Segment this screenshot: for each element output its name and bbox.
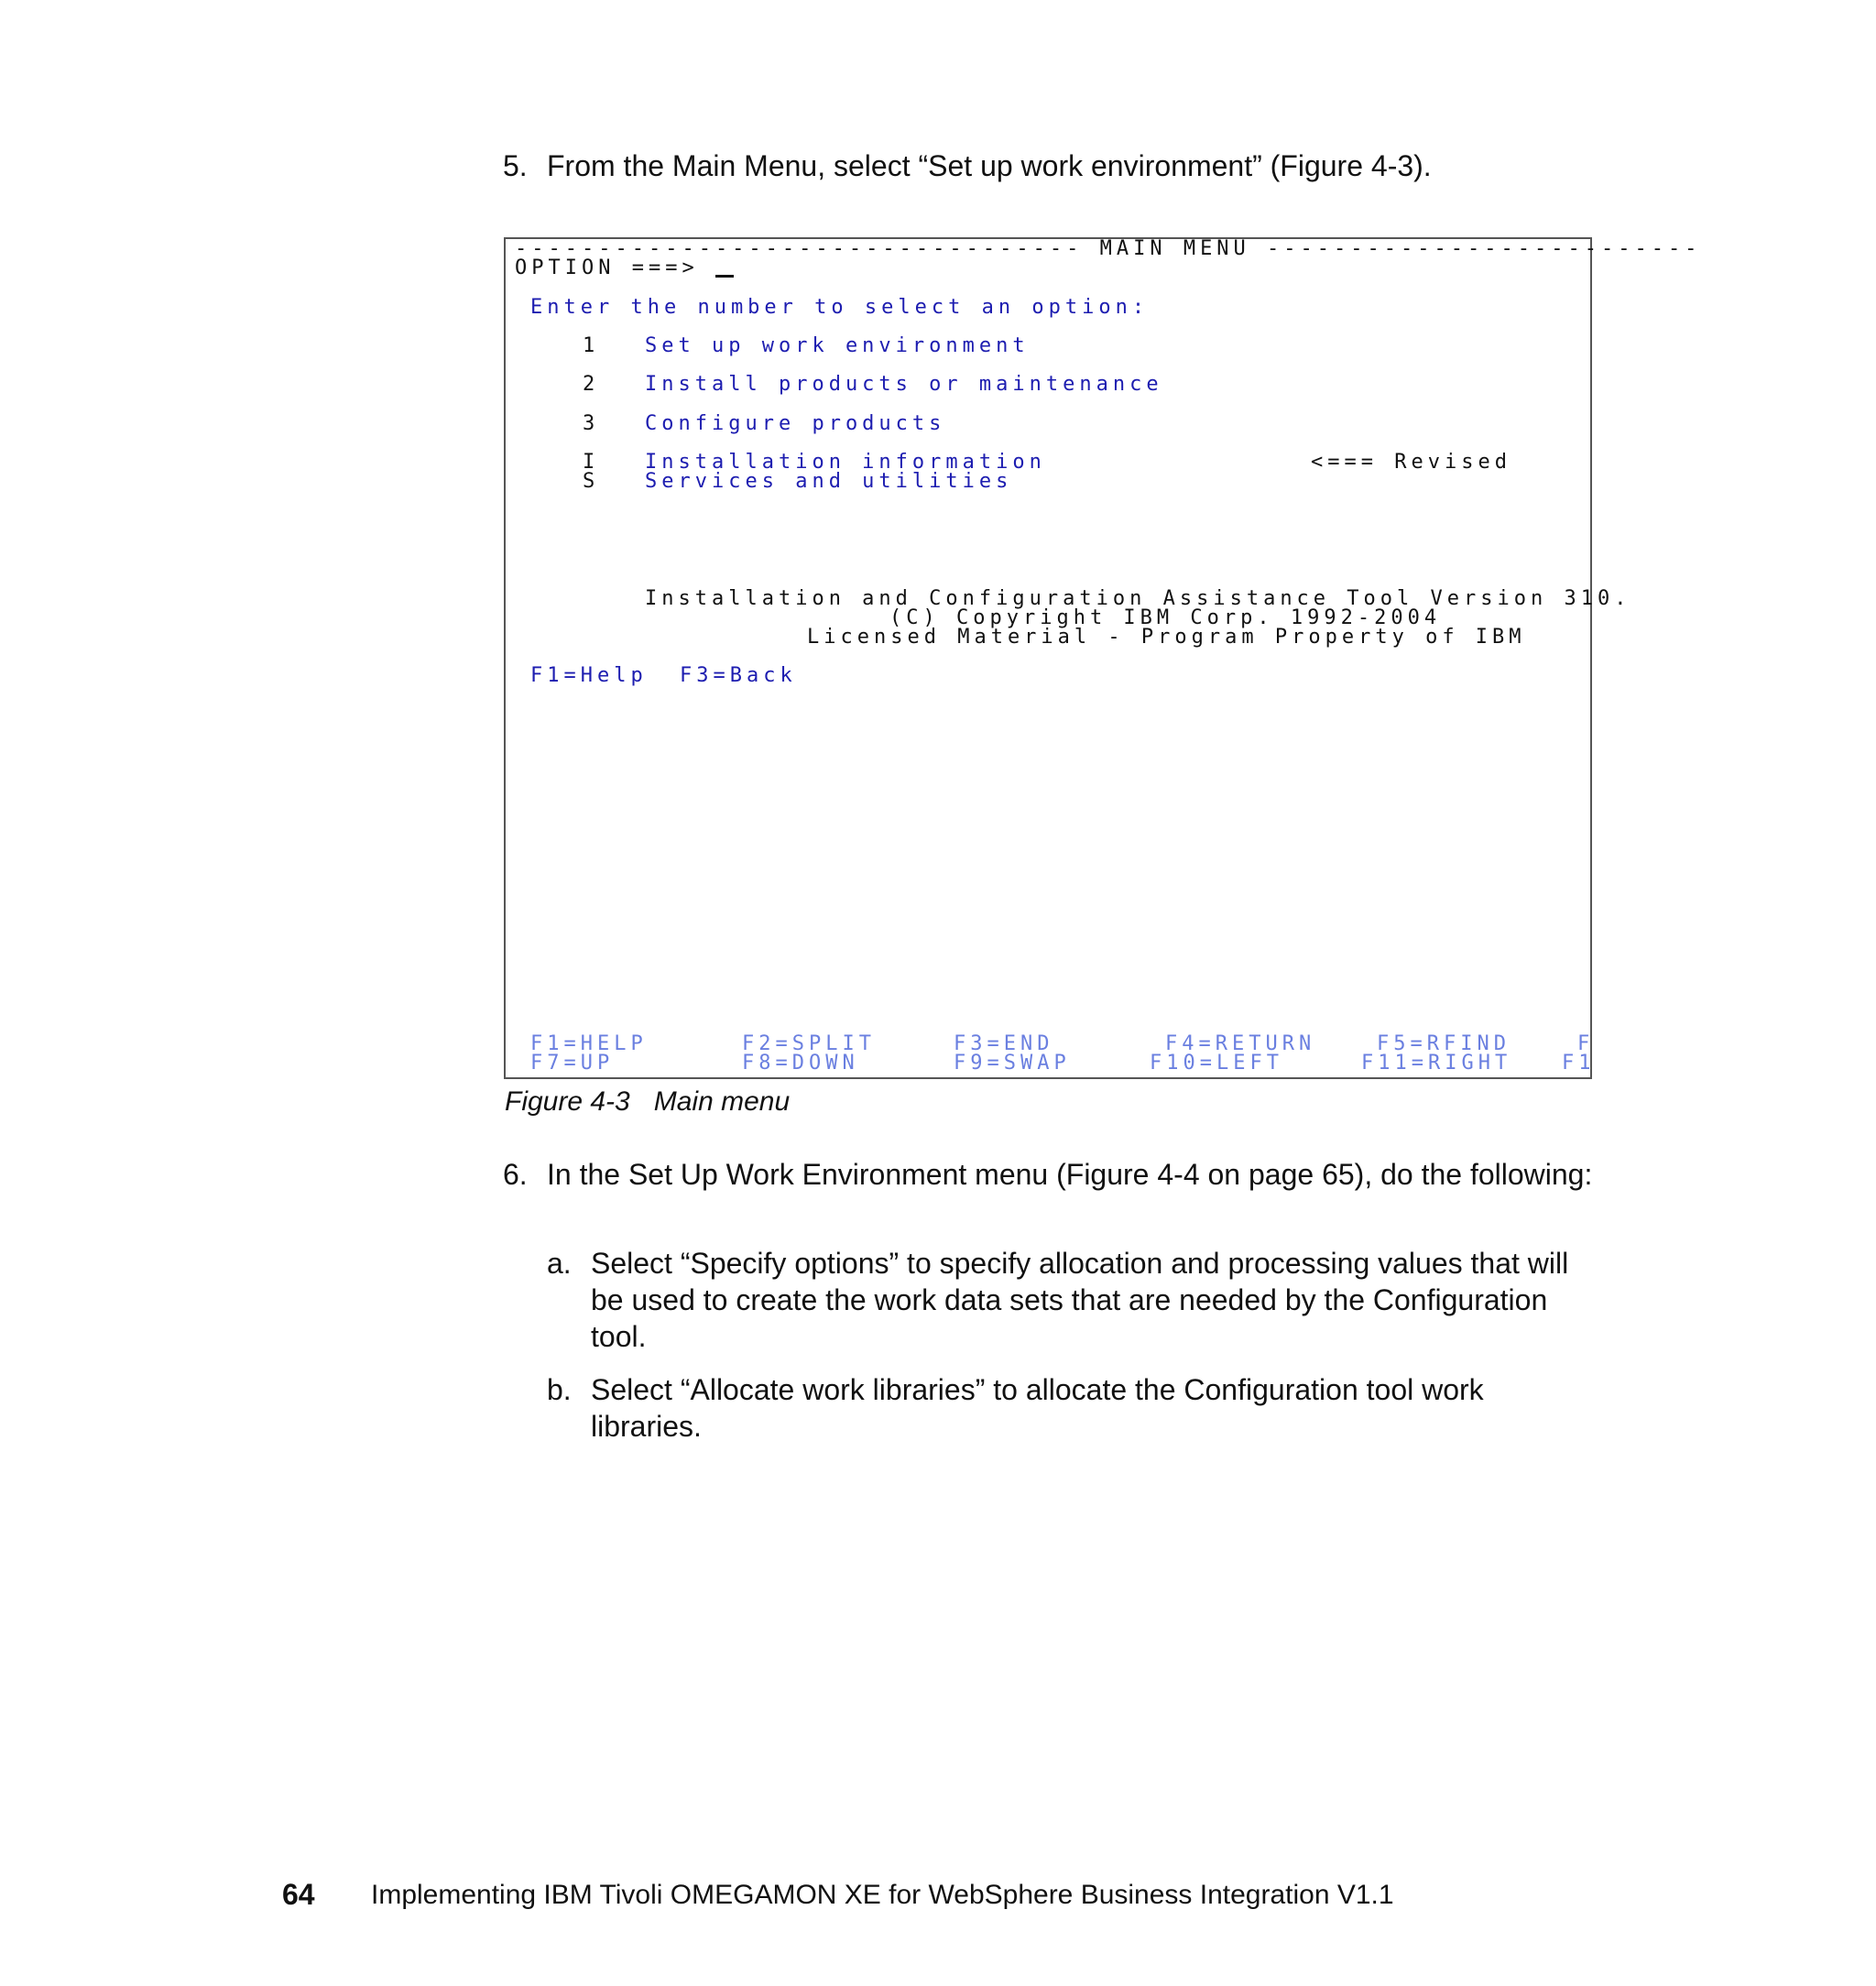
menu-title: MAIN MENU	[1099, 237, 1250, 260]
option-key-i: I	[583, 451, 600, 474]
revised-marker: <=== Revised	[1311, 451, 1511, 474]
option-key-s: S	[583, 470, 600, 493]
back-key[interactable]: F3=Back	[680, 664, 797, 687]
step-6	[503, 1156, 1600, 1193]
terminal-title-bar: ---------------------------------- MAIN MENU --------------------------	[515, 237, 1702, 260]
substep-text: Select “Specify options” to specify allocation and processing values that will be used to create the work data sets that are needed by the Configuration tool.	[591, 1247, 1569, 1353]
option-install-products[interactable]: Install products or maintenance	[645, 373, 1163, 396]
license-line: Licensed Material - Program Property of IBM	[807, 626, 1526, 649]
book-title: Implementing IBM Tivoli OMEGAMON XE for WebSphere Business Integration V1.1	[371, 1880, 1394, 1910]
help-key[interactable]: F1=Help	[530, 664, 648, 687]
step-6a	[547, 1245, 1598, 1355]
option-key-2: 2	[583, 373, 600, 396]
option-set-up-work-environment[interactable]: Set up work environment	[645, 334, 1030, 357]
page-number: 64	[282, 1878, 315, 1911]
fkey-f5-rfind[interactable]: F5=RFIND	[1377, 1032, 1511, 1055]
substep-letter: a.	[547, 1247, 572, 1280]
fkey-f1-help[interactable]: F1=HELP	[530, 1032, 648, 1055]
fkey-f6-partial[interactable]: F	[1577, 1032, 1595, 1055]
fkey-f3-end[interactable]: F3=END	[954, 1032, 1054, 1055]
option-configure-products[interactable]: Configure products	[645, 412, 946, 435]
figure-title: Main menu	[653, 1086, 791, 1117]
fkey-f4-return[interactable]: F4=RETURN	[1165, 1032, 1316, 1055]
step-6b	[547, 1371, 1598, 1445]
substep-text: Select “Allocate work libraries” to allocate the Configuration tool work libraries.	[591, 1373, 1484, 1443]
fkey-f10-left[interactable]: F10=LEFT	[1150, 1052, 1283, 1075]
substep-letter: b.	[547, 1373, 572, 1406]
option-key-3: 3	[583, 412, 600, 435]
fkey-f11-right[interactable]: F11=RIGHT	[1361, 1052, 1512, 1075]
fkey-f9-swap[interactable]: F9=SWAP	[954, 1052, 1071, 1075]
figure-label: Figure 4-3	[505, 1086, 630, 1117]
option-prompt[interactable]: OPTION ===>	[515, 258, 734, 278]
fkey-f2-split[interactable]: F2=SPLIT	[742, 1032, 876, 1055]
step-text: In the Set Up Work Environment menu (Figure 4-4 on page 65), do the following:	[547, 1158, 1593, 1191]
input-cursor	[715, 275, 734, 278]
option-services-and-utilities[interactable]: Services and utilities	[645, 470, 1013, 493]
fkey-f8-down[interactable]: F8=DOWN	[742, 1052, 859, 1075]
step-number: 6.	[503, 1158, 528, 1191]
tool-version-line: Installation and Configuration Assistance Tool Version 310.	[645, 587, 1631, 610]
figure-caption	[505, 1086, 790, 1118]
option-installation-information[interactable]: Installation information	[645, 451, 1046, 474]
main-menu-screenshot	[504, 237, 1702, 1079]
copyright-line: (C) Copyright IBM Corp. 1992-2004	[889, 606, 1442, 629]
fkey-f12-partial[interactable]: F1	[1562, 1052, 1596, 1075]
option-key-1: 1	[583, 334, 600, 357]
menu-instruction: Enter the number to select an option:	[530, 296, 1150, 319]
fkey-f7-up[interactable]: F7=UP	[530, 1052, 615, 1075]
step-text: From the Main Menu, select “Set up work environment” (Figure 4-3).	[547, 149, 1432, 182]
step-5	[503, 147, 1600, 184]
step-number: 5.	[503, 149, 528, 182]
